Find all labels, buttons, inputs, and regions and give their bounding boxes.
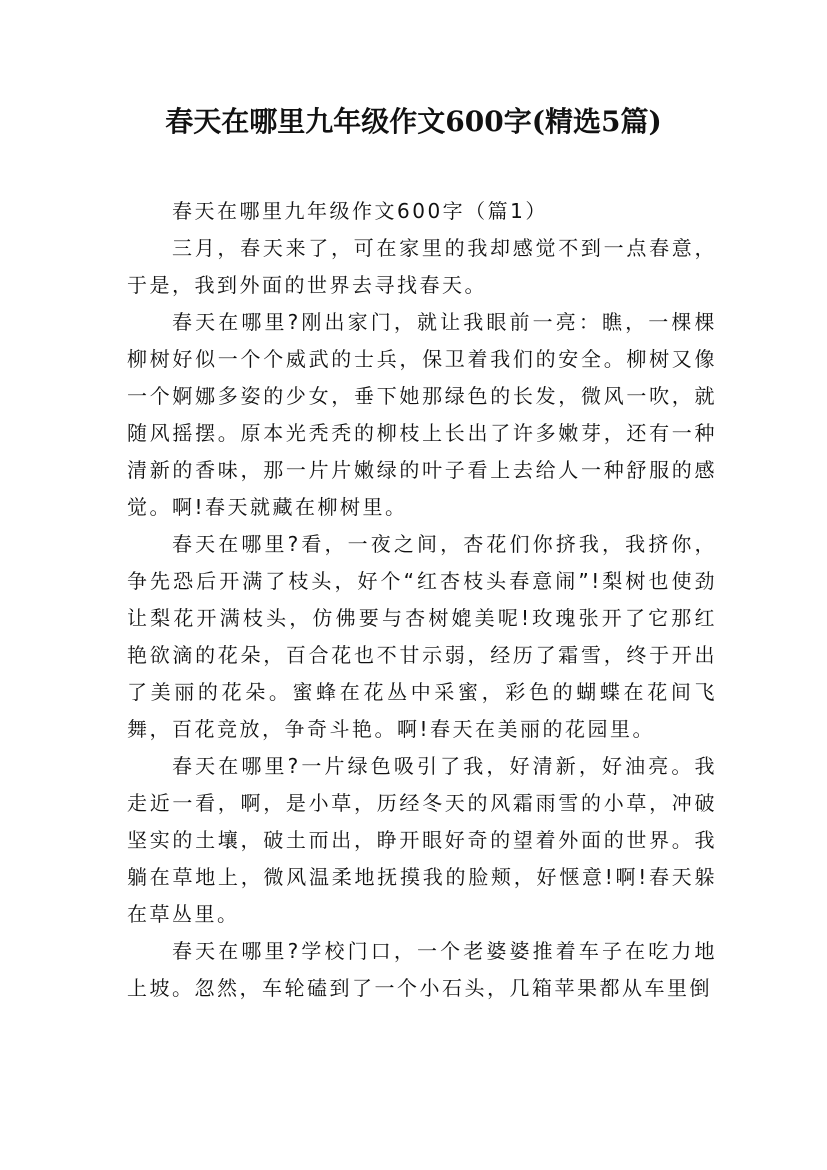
paragraph-grass: 春天在哪里?一片绿色吸引了我，好清新，好油亮。我走近一看，啊，是小草，历经冬天的风霜雨雪的小草，冲破坚实的土壤，破土而出，睁开眼好奇的望着外面的世界。我躺在草地上，微风温柔地抚摸我的脸颊，好惬意!啊!春天躲在草丛里。 bbox=[127, 754, 717, 926]
paragraph-intro: 三月，春天来了，可在家里的我却感觉不到一点春意，于是，我到外面的世界去寻找春天。 bbox=[127, 236, 717, 297]
section-heading: 春天在哪里九年级作文600字（篇1） bbox=[172, 199, 548, 223]
paragraph-flowers: 春天在哪里?看，一夜之间，杏花们你挤我，我挤你，争先恐后开满了枝头，好个“红杏枝头春意闹”!梨树也使劲让梨花开满枝头，仿佛要与杏树媲美呢!玫瑰张开了它那红艳欲滴的花朵，百合花也不甘示弱，经历了霜雪，终于开出了美丽的花朵。蜜蜂在花丛中采蜜，彩色的蝴蝶在花间飞舞，百花竞放，争奇斗艳。啊!春天在美丽的花园里。 bbox=[127, 532, 717, 741]
document-title: 春天在哪里九年级作文600字(精选5篇) bbox=[165, 105, 662, 138]
document-body bbox=[127, 193, 717, 1007]
paragraph-willow: 春天在哪里?刚出家门，就让我眼前一亮：瞧，一棵棵柳树好似一个个威武的士兵，保卫着我们的安全。柳树又像一个婀娜多姿的少女，垂下她那绿色的长发，微风一吹，就随风摇摆。原本光秃秃的柳枝上长出了许多嫩芽，还有一种清新的香味，那一片片嫩绿的叶子看上去给人一种舒服的感觉。啊!春天就藏在柳树里。 bbox=[127, 310, 717, 519]
paragraph-school-gate: 春天在哪里?学校门口，一个老婆婆推着车子在吃力地上坡。忽然，车轮磕到了一个小石头，几箱苹果都从车里倒 bbox=[127, 939, 717, 1000]
